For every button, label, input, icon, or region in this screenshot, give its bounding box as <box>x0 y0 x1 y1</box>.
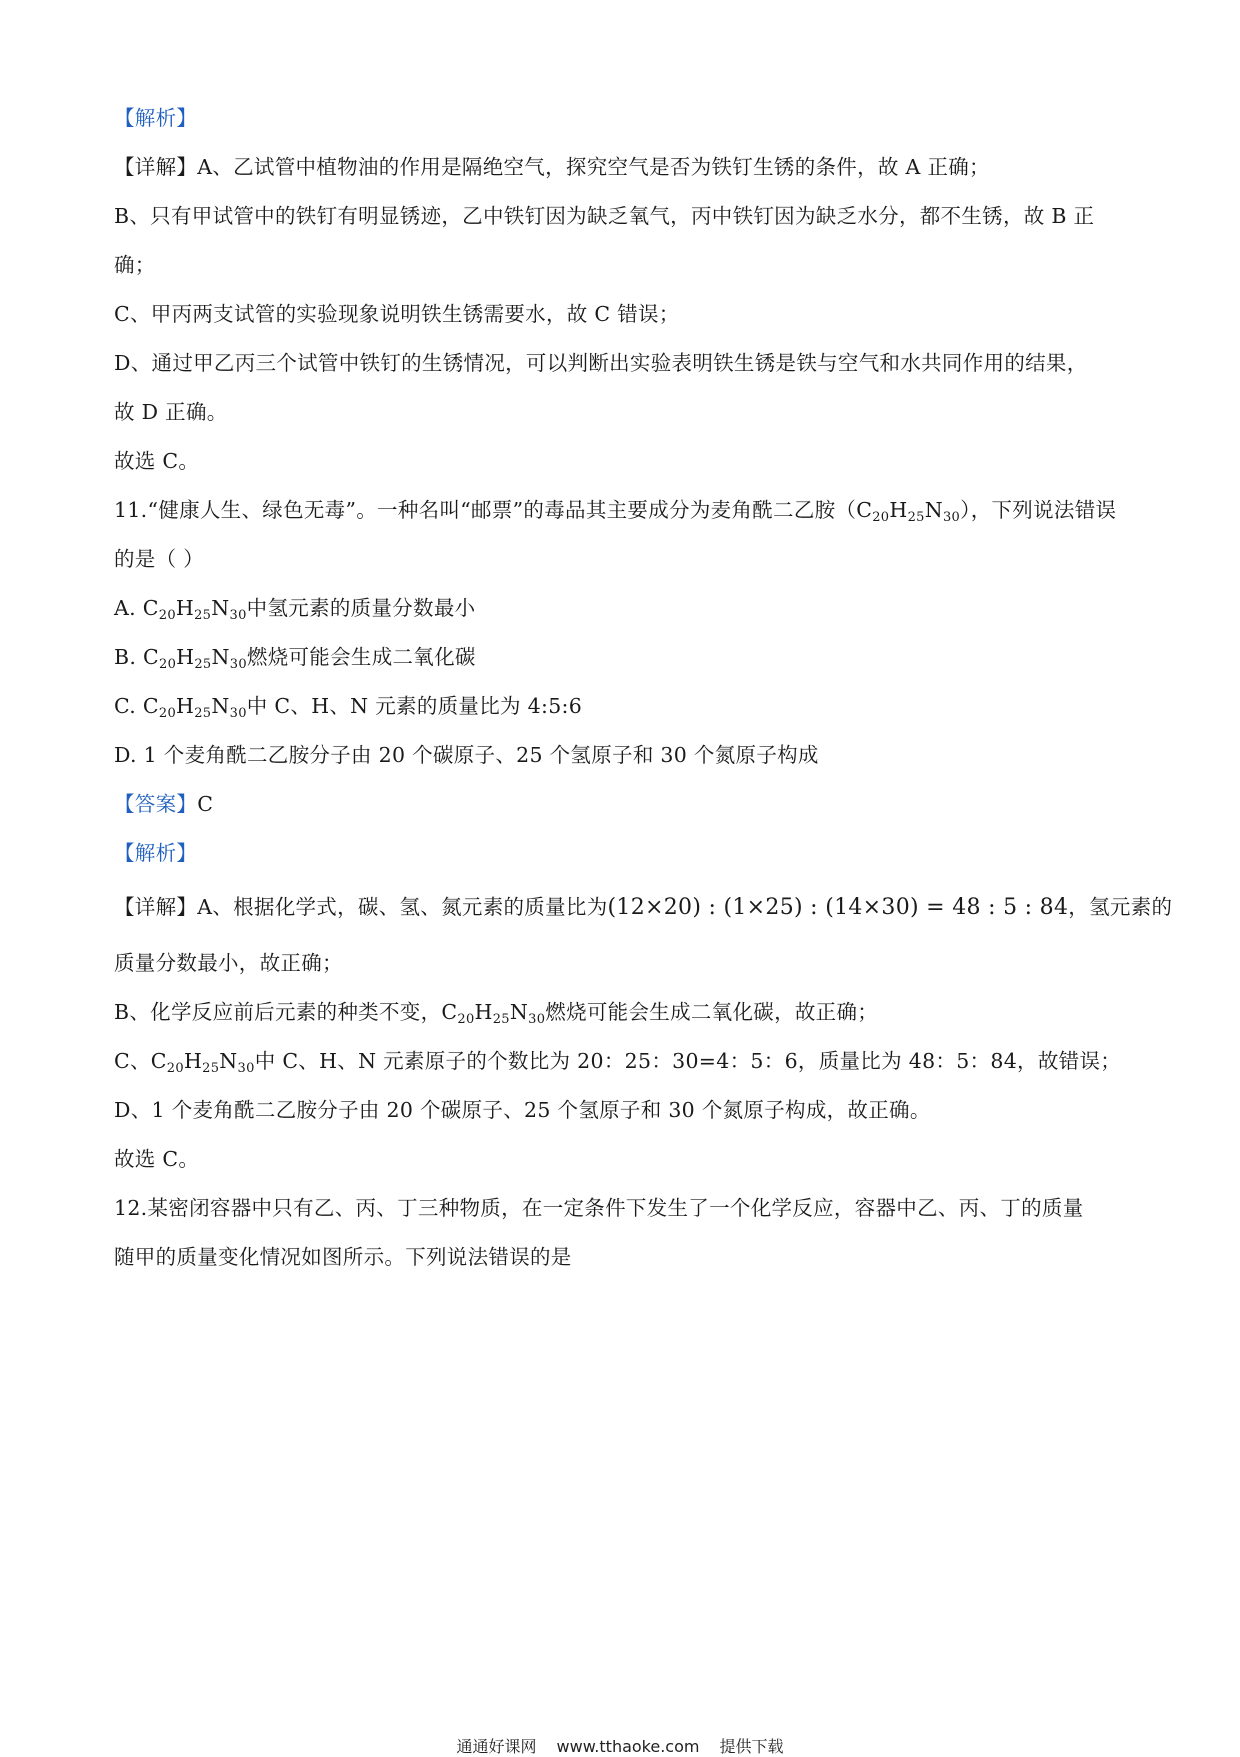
formula: $C_{20}H_{25}N_{30}$ <box>143 645 247 672</box>
q12-stem-line-1: 12.某密闭容器中只有乙、丙、丁三种物质，在一定条件下发生了一个化学反应，容器中乙、丙、丁的质量 <box>114 1196 1084 1220</box>
q12-stem-line-2: 随甲的质量变化情况如图所示。下列说法错误的是 <box>114 1245 572 1269</box>
formula: $C_{20}H_{25}N_{30}$ <box>441 1000 546 1027</box>
q11-option-a: A. $C_{20}H_{25}N_{30}$中氢元素的质量分数最小 <box>114 596 476 623</box>
detail-line-d2: 故 D 正确。 <box>114 400 228 424</box>
detail-line-d1: D、通过甲乙丙三个试管中铁钉的生锈情况，可以判断出实验表明铁生锈是铁与空气和水共同作用的结果， <box>114 351 1088 375</box>
detail-line-a: 【详解】A、乙试管中植物油的作用是隔绝空气，探究空气是否为铁钉生锈的条件，故 A 正确； <box>114 155 990 179</box>
choose-line-2: 故选 C。 <box>114 1147 200 1171</box>
detail-line-c: C、甲丙两支试管的实验现象说明铁生锈需要水，故 C 错误； <box>114 302 680 326</box>
footer-url[interactable]: www.tthaoke.com <box>556 1737 700 1756</box>
formula: $C_{20}H_{25}N_{30}$ <box>142 694 247 721</box>
formula: $C_{20}H_{25}N_{30}$ <box>856 498 961 525</box>
analysis-label-2: 【解析】 <box>114 841 198 865</box>
q11-option-b: B. $C_{20}H_{25}N_{30}$燃烧可能会生成二氧化碳 <box>114 645 476 672</box>
formula: $C_{20}H_{25}N_{30}$ <box>142 596 247 623</box>
q11-detail-c: C、$C_{20}H_{25}N_{30}$中 C、H、N 元素原子的个数比为 20：25：30=4：5：6，质量比为 48：5：84，故错误； <box>114 1049 1122 1076</box>
q11-option-d: D. 1 个麦角酰二乙胺分子由 20 个碳原子、25 个氢原子和 30 个氮原子构成 <box>114 743 819 767</box>
q11-answer: 【答案】C <box>114 792 214 816</box>
footer-site-name: 通通好课网 <box>456 1737 537 1756</box>
choose-line-1: 故选 C。 <box>114 449 200 473</box>
q11-stem-line-1: 11.“健康人生、绿色无毒”。一种名叫“邮票”的毒品其主要成分为麦角酰二乙胺$(C_{20}H_{25}N_{30})$，下列说法错误 <box>114 498 1117 525</box>
q11-detail-a2: 质量分数最小，故正确； <box>114 951 343 975</box>
mass-ratio-expression: (12×20) : (1×25) : (14×30) = 48 : 5 : 84 <box>607 895 1069 920</box>
analysis-label-1: 【解析】 <box>114 106 198 130</box>
detail-line-b2: 确； <box>114 253 156 277</box>
q11-option-c: C. $C_{20}H_{25}N_{30}$中 C、H、N 元素的质量比为 4:5:6 <box>114 694 583 721</box>
q11-detail-b: B、化学反应前后元素的种类不变，$C_{20}H_{25}N_{30}$燃烧可能会生成二氧化碳，故正确； <box>114 1000 879 1027</box>
q11-detail-d: D、1 个麦角酰二乙胺分子由 20 个碳原子、25 个氢原子和 30 个氮原子构成，故正确。 <box>114 1098 931 1122</box>
footer-download: 提供下载 <box>719 1737 784 1756</box>
q11-detail-a: 【详解】A、根据化学式，碳、氢、氮元素的质量比为(12×20) : (1×25) : (14×30) = 48 : 5 : 84，氢元素的 <box>114 895 1173 920</box>
q11-stem-line-2: 的是（ ） <box>114 547 205 571</box>
detail-line-b1: B、只有甲试管中的铁钉有明显锈迹，乙中铁钉因为缺乏氧气，丙中铁钉因为缺乏水分，都不生锈，故 B 正 <box>114 204 1095 228</box>
formula: $C_{20}H_{25}N_{30}$ <box>150 1049 255 1076</box>
